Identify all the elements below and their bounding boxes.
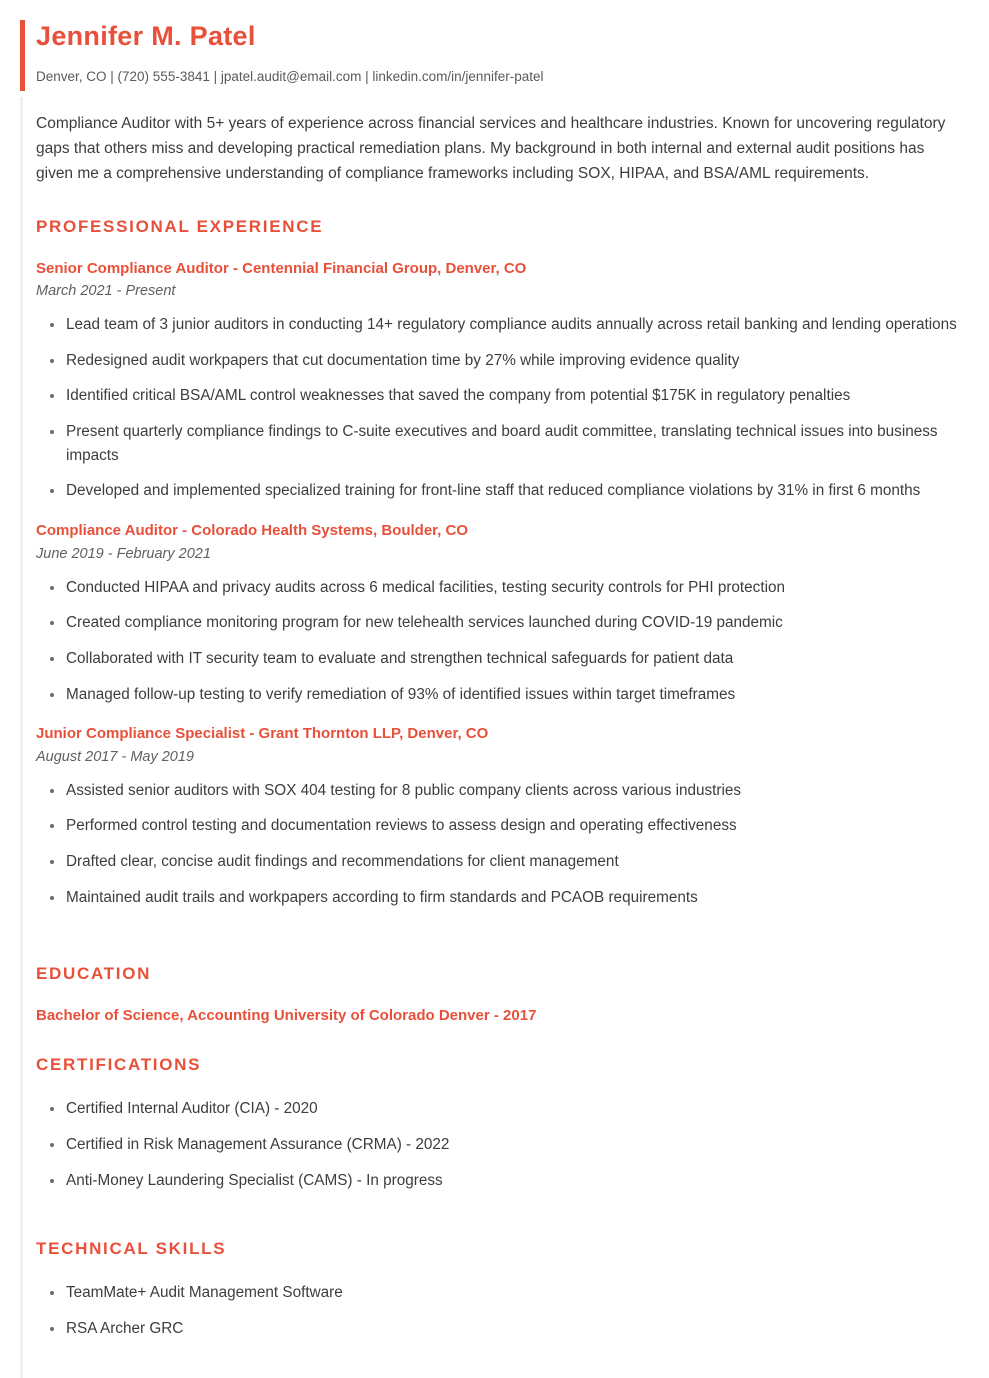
bullet-item: TeamMate+ Audit Management Software — [36, 1281, 979, 1305]
bullet-item: Developed and implemented specialized training for front-line staff that reduced compliance violations by 31% in first 6 months — [36, 479, 979, 503]
bullet-item: Managed follow-up testing to verify remediation of 93% of identified issues within target timeframes — [36, 683, 979, 707]
certifications-section — [10, 1040, 979, 1224]
bullet-item: Lead team of 3 junior auditors in conducting 14+ regulatory compliance audits annually across retail banking and lending operations — [36, 313, 979, 337]
job-bullets — [36, 313, 979, 503]
experience-entry — [36, 724, 979, 909]
bullet-item: Present quarterly compliance findings to C-suite executives and board audit committee, translating technical issues into business impacts — [36, 420, 979, 467]
bullet-item: Conducted HIPAA and privacy audits across 6 medical facilities, testing security controls for PHI protection — [36, 576, 979, 600]
certifications-list — [36, 1097, 979, 1192]
job-title: Senior Compliance Auditor - Centennial Financial Group, Denver, CO — [36, 259, 527, 277]
job-dates: August 2017 - May 2019 — [36, 748, 194, 765]
bullet-item: Created compliance monitoring program for new telehealth services launched during COVID-19 pandemic — [36, 611, 979, 635]
job-bullets — [36, 576, 979, 707]
education-section — [10, 949, 979, 1040]
resume-header — [10, 16, 979, 97]
experience-section — [10, 202, 979, 950]
bullet-item: RSA Archer GRC — [36, 1317, 979, 1341]
education-entry: Bachelor of Science, Accounting University of Colorado Denver - 2017 — [36, 1007, 537, 1025]
experience-heading: PROFESSIONAL EXPERIENCE — [36, 216, 324, 236]
candidate-name: Jennifer M. Patel — [36, 21, 256, 51]
skills-section — [10, 1224, 979, 1378]
experience-entry — [36, 521, 979, 706]
job-title: Junior Compliance Specialist - Grant Thornton LLP, Denver, CO — [36, 725, 489, 743]
summary-section — [10, 97, 979, 202]
contact-line: Denver, CO | (720) 555-3841 | jpatel.audit@email.com | linkedin.com/in/jennifer-patel — [36, 68, 544, 84]
job-title: Compliance Auditor - Colorado Health Systems, Boulder, CO — [36, 522, 469, 540]
skills-list — [36, 1281, 979, 1340]
bullet-item: Certified in Risk Management Assurance (CRMA) - 2022 — [36, 1133, 979, 1157]
bullet-item: Identified critical BSA/AML control weaknesses that saved the company from potential $175K in regulatory penalties — [36, 384, 979, 408]
job-bullets — [36, 779, 979, 910]
bullet-item: Redesigned audit workpapers that cut documentation time by 27% while improving evidence quality — [36, 349, 979, 373]
bullet-item: Performed control testing and documentation reviews to assess design and operating effectiveness — [36, 814, 979, 838]
education-heading: EDUCATION — [36, 964, 152, 984]
summary-text: Compliance Auditor with 5+ years of experience across financial services and healthcare industries. Known for uncovering regulatory gaps that others miss and developing practical remediation plans. My background in both internal and external audit positions has given me a comprehensive understanding of compliance frameworks including SOX, HIPAA, and BSA/AML requirements. — [36, 114, 946, 182]
bullet-item: Maintained audit trails and workpapers according to firm standards and PCAOB requirements — [36, 886, 979, 910]
bullet-item: Anti-Money Laundering Specialist (CAMS) - In progress — [36, 1169, 979, 1193]
job-dates: June 2019 - February 2021 — [36, 545, 211, 562]
bullet-item: Drafted clear, concise audit findings and recommendations for client management — [36, 850, 979, 874]
skills-heading: TECHNICAL SKILLS — [36, 1239, 227, 1259]
certifications-heading: CERTIFICATIONS — [36, 1055, 202, 1075]
bullet-item: Collaborated with IT security team to evaluate and strengthen technical safeguards for patient data — [36, 647, 979, 671]
experience-entry — [36, 259, 979, 504]
bullet-item: Assisted senior auditors with SOX 404 testing for 8 public company clients across various industries — [36, 779, 979, 803]
bullet-item: Certified Internal Auditor (CIA) - 2020 — [36, 1097, 979, 1121]
job-dates: March 2021 - Present — [36, 283, 176, 300]
